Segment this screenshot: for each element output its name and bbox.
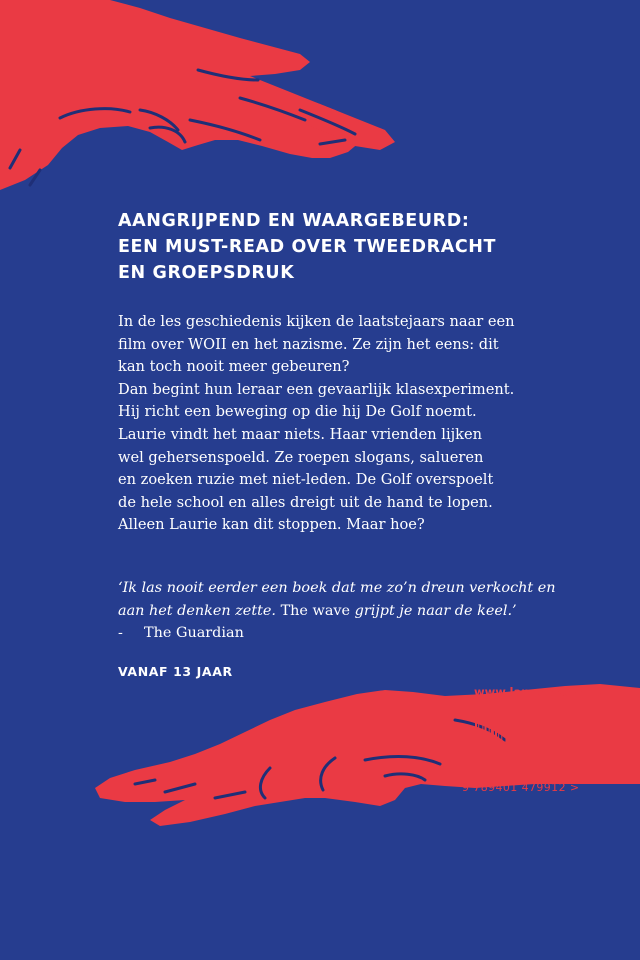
quote-attribution xyxy=(118,622,618,645)
blurb-line: de hele school en alles dreigt uit de hand te lopen. xyxy=(118,493,493,511)
blurb-line: kan toch nooit meer gebeuren? xyxy=(118,358,350,376)
barcode-bar xyxy=(531,706,533,780)
quote-book-title: The wave xyxy=(280,602,351,619)
barcode-bar xyxy=(546,706,548,780)
barcode-bar xyxy=(562,706,564,780)
blurb-line: Hij richt een beweging op die hij De Golf noemt. xyxy=(118,403,477,421)
barcode-bar xyxy=(534,706,535,780)
barcode-bar xyxy=(565,706,568,780)
barcode-bar xyxy=(524,706,525,780)
blurb-line: wel gehersenspoeld. Ze roepen slogans, salueren xyxy=(118,448,484,466)
barcode-bar xyxy=(501,706,502,780)
blurb-line: In de les geschiedenis kijken de laatstejaars naar een xyxy=(118,313,515,330)
quote-line xyxy=(118,600,618,623)
barcode-bar xyxy=(498,706,499,780)
review-quote xyxy=(118,577,618,645)
blurb-line: film over WOII en het nazisme. Ze zijn het eens: dit xyxy=(118,335,499,353)
barcode-digits: 9 789401 479912 > xyxy=(462,781,580,794)
barcode-bar xyxy=(518,706,520,780)
barcode-bar xyxy=(537,706,539,780)
barcode-bar xyxy=(512,706,513,780)
barcode-bar xyxy=(489,706,490,780)
barcode-bar xyxy=(491,706,494,780)
barcode-bar xyxy=(514,706,515,780)
barcode-bar xyxy=(557,706,558,780)
barcode-bar xyxy=(484,706,486,780)
barcode-bar xyxy=(482,706,483,780)
barcode-bar xyxy=(553,706,554,780)
blurb-line: Alleen Laurie kan dit stoppen. Maar hoe? xyxy=(118,516,425,534)
blurb-line: en zoeken ruzie met niet-leden. De Golf overspoelt xyxy=(118,471,494,489)
barcode-icon xyxy=(474,706,596,780)
publisher-url[interactable]: www.lannoo.com xyxy=(474,685,585,699)
blurb-line: Laurie vindt het maar niets. Haar vrienden lijken xyxy=(118,425,483,443)
quote-text: grijpt je naar de keel.’ xyxy=(350,602,517,619)
blurb-line: Dan begint hun leraar een gevaarlijk klasexperiment. xyxy=(118,380,515,398)
barcode-bar xyxy=(475,706,477,780)
barcode-bar xyxy=(478,706,479,780)
barcode-bar xyxy=(550,706,552,780)
headline xyxy=(118,208,588,286)
headline-line: EEN MUST-READ OVER TWEEDRACHT xyxy=(118,237,497,257)
barcode-bar xyxy=(521,706,522,780)
attribution-dash: - xyxy=(118,625,123,642)
top-hand-icon xyxy=(0,0,400,200)
barcode-bar xyxy=(508,706,510,780)
quote-source: The Guardian xyxy=(144,625,244,642)
barcode-bar xyxy=(495,706,497,780)
quote-text: aan het denken zette. xyxy=(118,602,281,619)
barcode-bar xyxy=(505,706,506,780)
barcode-bar xyxy=(540,706,541,780)
barcode-bar xyxy=(560,706,561,780)
headline-line: AANGRIJPEND EN WAARGEBEURD: xyxy=(118,211,470,231)
headline-line: EN GROEPSDRUK xyxy=(118,263,295,283)
quote-line: ‘Ik las nooit eerder een boek dat me zo’n dreun verkocht en xyxy=(118,580,556,596)
barcode-bar xyxy=(544,706,545,780)
age-label: VANAF 13 JAAR xyxy=(118,664,233,679)
barcode-bar xyxy=(526,706,529,780)
blurb xyxy=(118,311,618,537)
